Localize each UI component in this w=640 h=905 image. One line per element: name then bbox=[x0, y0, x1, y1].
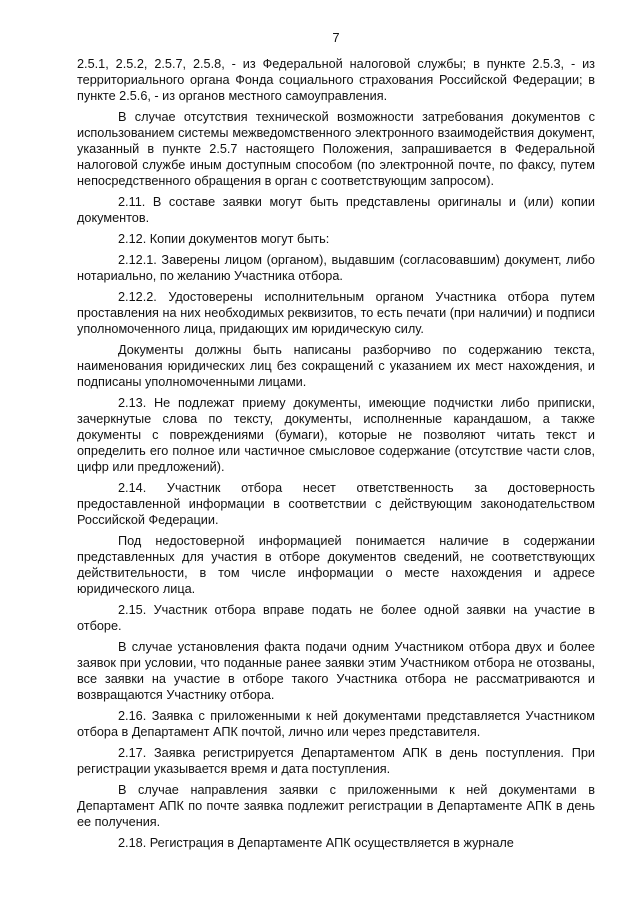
paragraph-2-12: 2.12. Копии документов могут быть: bbox=[118, 231, 330, 246]
paragraph-continuation: 2.5.1, 2.5.2, 2.5.7, 2.5.8, - из Федеральной налоговой службы; в пункте 2.5.3, - из территориального органа Фонда социального страхования Российской Федерации; в пункте 2.5.6, - из органов местного самоуправления. bbox=[77, 57, 595, 103]
paragraph-2-18: 2.18. Регистрация в Департаменте АПК осуществляется в журнале bbox=[118, 836, 514, 851]
paragraph-false-information: Под недостоверной информацией понимается наличие в содержании представленных для участия в отборе документов сведений, не соответствующих действительности, в том числе информации о месте нахождения и адресе юридического лица. bbox=[77, 534, 595, 596]
paragraph-technical-impossibility: В случае отсутствия технической возможности затребования документов с использованием системы межведомственного электронного взаимодействия документ, указанный в пункте 2.5.7 настоящего Положения, запрашивается в Федеральной налоговой службе иным доступным способом (по электронной почте, по факсу, путем непосредственного обращения в орган с соответствующим запросом). bbox=[77, 110, 595, 188]
paragraph-mail-registration: В случае направления заявки с приложенными к ней документами в Департамент АПК по почте заявка подлежит регистрации в Департаменте АПК в день ее получения. bbox=[77, 783, 595, 830]
paragraph-multiple-applications: В случае установления факта подачи одним Участником отбора двух и более заявок при условии, что поданные ранее заявки этим Участником отбора не отозваны, все заявки на участие в отборе такого Участника отбора не рассматриваются и возвращаются Участнику отбора. bbox=[77, 640, 595, 702]
paragraph-2-17: 2.17. Заявка регистрируется Департаментом АПК в день поступления. При регистрации указывается время и дата поступления. bbox=[77, 746, 595, 777]
paragraph-2-16: 2.16. Заявка с приложенными к ней документами представляется Участником отбора в Департамент АПК почтой, лично или через представителя. bbox=[77, 709, 595, 739]
paragraph-2-15: 2.15. Участник отбора вправе подать не более одной заявки на участие в отборе. bbox=[77, 603, 595, 633]
paragraph-legibility: Документы должны быть написаны разборчиво по содержанию текста, наименования юридических лиц без сокращений с указанием их мест нахождения, и подписаны уполномоченными лицами. bbox=[77, 343, 595, 390]
paragraph-2-12-1: 2.12.1. Заверены лицом (органом), выдавшим (согласовавшим) документ, либо нотариально, по желанию Участника отбора. bbox=[77, 253, 595, 284]
paragraph-2-11: 2.11. В составе заявки могут быть представлены оригиналы и (или) копии документов. bbox=[77, 194, 595, 225]
paragraph-2-12-2: 2.12.2. Удостоверены исполнительным органом Участника отбора путем проставления на них необходимых реквизитов, то есть печати (при наличии) и подписи уполномоченного лица, придающих им юридическую силу. bbox=[77, 290, 595, 337]
paragraph-2-14: 2.14. Участник отбора несет ответственность за достоверность предоставленной информации в соответствии с действующим законодательством Российской Федерации. bbox=[77, 481, 595, 527]
paragraph-2-13: 2.13. Не подлежат приему документы, имеющие подчистки либо приписки, зачеркнутые слова по тексту, документы, исполненные карандашом, а также документы с повреждениями (бумаги), которые не позволяют читать текст и определить его полное или частичное смысловое содержание (отсутствие части слов, цифр или предложений). bbox=[77, 396, 595, 474]
page-number: 7 bbox=[332, 30, 340, 45]
